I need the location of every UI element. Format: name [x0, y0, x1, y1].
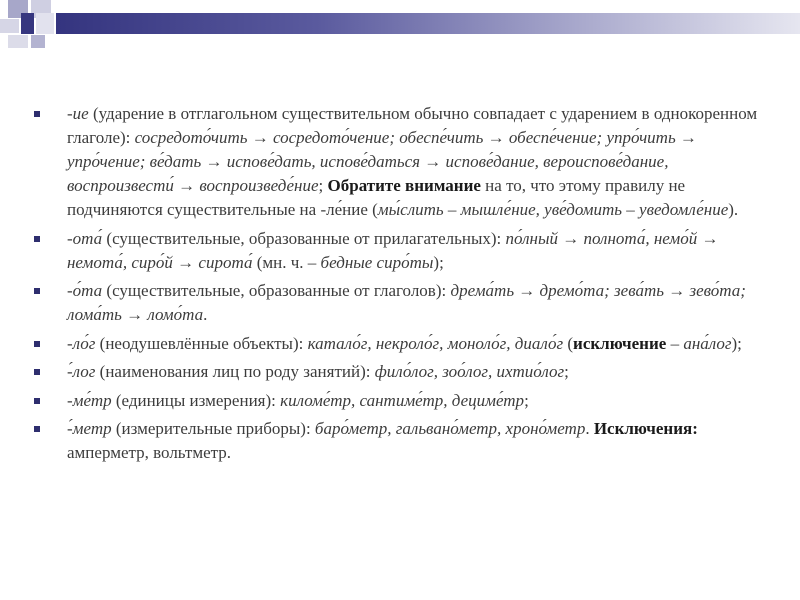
body-text: (существительные, образованные от прилагательных): [102, 228, 506, 248]
example-text: баро́метр, гальвано́метр, хроно́метр [314, 419, 586, 438]
body-text: (единицы измерения): [111, 390, 281, 410]
body-text: ); [731, 333, 742, 353]
header-bar [56, 13, 800, 34]
body-text: ); [433, 252, 444, 272]
emphasis-text: исключение [573, 333, 667, 353]
list-item [30, 227, 775, 275]
example-text: -́метр [67, 419, 112, 438]
example-text: -ие [67, 104, 89, 123]
deco-square [21, 13, 34, 34]
list-item [30, 279, 775, 327]
body-text: . [585, 419, 594, 438]
example-text: -́лог [67, 362, 96, 381]
body-text: ( [563, 333, 574, 353]
bullet-square-icon [34, 426, 40, 432]
deco-square [36, 13, 54, 34]
bullet-list [30, 102, 775, 465]
body-text: на то, что этому правилу не подчиняются существительные на -ле́ние ( [67, 176, 686, 219]
body-text: (мн. ч. – [252, 252, 321, 272]
emphasis-text: Обратите внимание [327, 176, 481, 195]
slide-content [30, 102, 775, 470]
example-text: катало́г, некроло́г, моноло́г, диало́г [307, 333, 564, 353]
body-text: ; [524, 390, 529, 410]
bullet-square-icon [34, 341, 40, 347]
example-text: -о́та [67, 281, 103, 300]
body-text: (неодушевлённые объекты): [95, 333, 308, 353]
example-text: -ота́ [67, 228, 103, 248]
bullet-square-icon [34, 111, 40, 117]
example-text: -ме́тр [67, 390, 112, 410]
header-decoration [0, 0, 800, 60]
body-text: ). [728, 200, 739, 219]
example-text: ана́лог [683, 333, 732, 353]
body-text: (ударение в отглагольном существительном обычно совпадает с ударением в однокоренном глаголе): [67, 104, 758, 147]
body-text: (существительные, образованные от глаголов): [102, 281, 451, 300]
bullet-square-icon [34, 398, 40, 404]
example-text: дрема́ть → дремо́та; зева́ть → зево́та; лома́ть → ломо́та [67, 281, 746, 324]
list-item [30, 332, 775, 356]
example-text: фило́лог, зоо́лог, ихтио́лог [374, 362, 565, 381]
list-item [30, 102, 775, 222]
body-text: ; [318, 176, 328, 195]
deco-square [31, 35, 45, 48]
bullet-square-icon [34, 236, 40, 242]
deco-square [8, 35, 28, 48]
example-text: по́лный → полнота́, немо́й → немота́, сиро́й → сирота́ [67, 228, 719, 272]
list-item [30, 389, 775, 413]
example-text: -ло́г [67, 333, 96, 353]
body-text: ; [564, 362, 569, 381]
example-text: сосредото́чить → сосредото́чение; обеспе́чить → обеспе́чение; упро́чить → упро́чение; ве́дать → испове́дать, испове́даться → испове́дание, вероиспове́дание, воспроизвести́ → воспроизведе́ние [67, 128, 697, 195]
body-text: – [666, 333, 684, 353]
deco-square [0, 19, 19, 33]
body-text: (измерительные приборы): [111, 419, 315, 438]
emphasis-text: Исключения: [593, 419, 698, 438]
example-text: бедные сиро́ты [320, 252, 434, 272]
bullet-square-icon [34, 288, 40, 294]
body-text: амперметр, вольтметр. [67, 443, 232, 462]
body-text: . [203, 305, 208, 324]
bullet-square-icon [34, 369, 40, 375]
example-text: киломе́тр, сантиме́тр, дециме́тр [280, 390, 525, 410]
body-text: (наименования лиц по роду занятий): [95, 362, 375, 381]
example-text: мы́слить – мышле́ние, уве́домить – уведомле́ние [377, 200, 729, 219]
list-item [30, 360, 775, 384]
list-item [30, 417, 775, 465]
